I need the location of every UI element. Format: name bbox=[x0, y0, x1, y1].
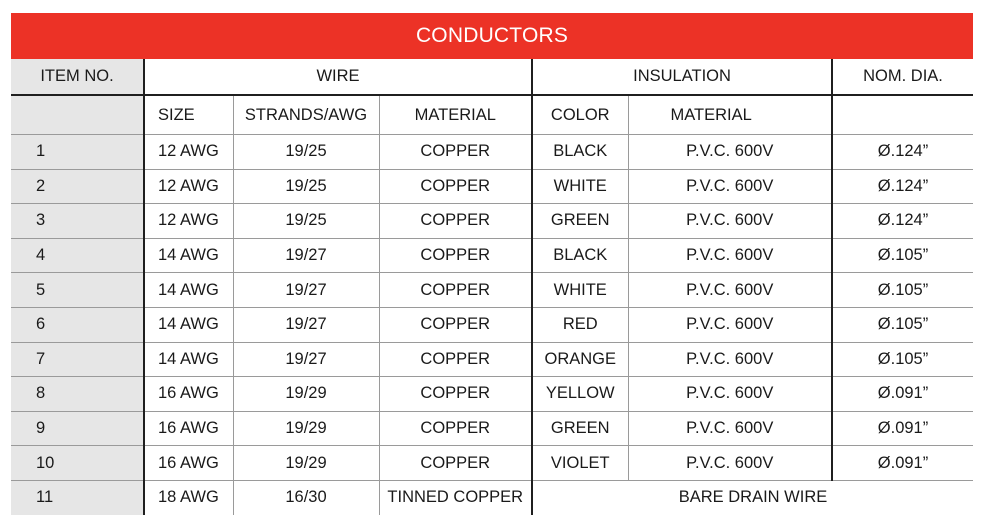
insulation-material-header: MATERIAL bbox=[628, 95, 832, 135]
item-number-cell: 3 bbox=[11, 204, 144, 239]
color-cell: GREEN bbox=[532, 411, 628, 446]
wire-material-cell: COPPER bbox=[379, 446, 532, 481]
conductors-table bbox=[11, 59, 973, 515]
table-row bbox=[11, 273, 973, 308]
size-cell: 12 AWG bbox=[144, 169, 233, 204]
strands-cell: 19/25 bbox=[233, 169, 379, 204]
group-header-row bbox=[11, 59, 973, 95]
item-number-cell: 2 bbox=[11, 169, 144, 204]
size-cell: 12 AWG bbox=[144, 135, 233, 170]
wire-material-cell: COPPER bbox=[379, 342, 532, 377]
strands-cell: 19/29 bbox=[233, 446, 379, 481]
size-cell: 14 AWG bbox=[144, 273, 233, 308]
table-row bbox=[11, 342, 973, 377]
table-row bbox=[11, 446, 973, 481]
size-header: SIZE bbox=[144, 95, 233, 135]
color-cell: YELLOW bbox=[532, 377, 628, 412]
nom-dia-cell: Ø.124” bbox=[832, 135, 973, 170]
wire-material-cell: COPPER bbox=[379, 307, 532, 342]
item-number-cell: 11 bbox=[11, 480, 144, 514]
size-cell: 14 AWG bbox=[144, 342, 233, 377]
color-cell: BLACK bbox=[532, 135, 628, 170]
size-cell: 16 AWG bbox=[144, 411, 233, 446]
table-row bbox=[11, 169, 973, 204]
insulation-material-cell: P.V.C. 600V bbox=[628, 307, 832, 342]
color-cell: VIOLET bbox=[532, 446, 628, 481]
item-number-cell: 8 bbox=[11, 377, 144, 412]
strands-cell: 16/30 bbox=[233, 480, 379, 514]
nom-dia-cell: Ø.124” bbox=[832, 204, 973, 239]
table-title: CONDUCTORS bbox=[11, 13, 973, 59]
color-cell: GREEN bbox=[532, 204, 628, 239]
wire-material-cell: COPPER bbox=[379, 273, 532, 308]
insulation-material-cell: P.V.C. 600V bbox=[628, 238, 832, 273]
item-number-cell: 1 bbox=[11, 135, 144, 170]
nom-dia-header: NOM. DIA. bbox=[832, 59, 973, 95]
table-row bbox=[11, 238, 973, 273]
insulation-header: INSULATION bbox=[532, 59, 832, 95]
table-row bbox=[11, 204, 973, 239]
strands-cell: 19/27 bbox=[233, 307, 379, 342]
wire-material-cell: COPPER bbox=[379, 411, 532, 446]
wire-material-header: MATERIAL bbox=[379, 95, 532, 135]
insulation-material-cell: P.V.C. 600V bbox=[628, 446, 832, 481]
size-cell: 14 AWG bbox=[144, 307, 233, 342]
nom-dia-cell: Ø.091” bbox=[832, 446, 973, 481]
nom-dia-cell: Ø.124” bbox=[832, 169, 973, 204]
wire-material-cell: TINNED COPPER bbox=[379, 480, 532, 514]
strands-cell: 19/27 bbox=[233, 273, 379, 308]
wire-header: WIRE bbox=[144, 59, 532, 95]
table-row bbox=[11, 307, 973, 342]
item-number-cell: 4 bbox=[11, 238, 144, 273]
item-no-subheader-empty bbox=[11, 95, 144, 135]
item-number-cell: 9 bbox=[11, 411, 144, 446]
wire-material-cell: COPPER bbox=[379, 135, 532, 170]
strands-cell: 19/25 bbox=[233, 204, 379, 239]
table-row bbox=[11, 377, 973, 412]
wire-material-cell: COPPER bbox=[379, 204, 532, 239]
wire-material-cell: COPPER bbox=[379, 238, 532, 273]
size-cell: 16 AWG bbox=[144, 446, 233, 481]
insulation-material-cell: P.V.C. 600V bbox=[628, 411, 832, 446]
color-cell: BLACK bbox=[532, 238, 628, 273]
wire-material-cell: COPPER bbox=[379, 169, 532, 204]
nom-dia-cell: Ø.105” bbox=[832, 307, 973, 342]
nom-dia-cell: Ø.105” bbox=[832, 273, 973, 308]
color-cell: WHITE bbox=[532, 273, 628, 308]
table-row bbox=[11, 411, 973, 446]
nom-dia-subheader-empty bbox=[832, 95, 973, 135]
table-row bbox=[11, 135, 973, 170]
color-cell: ORANGE bbox=[532, 342, 628, 377]
drain-wire-note-cell: BARE DRAIN WIRE bbox=[532, 480, 973, 514]
table-row bbox=[11, 480, 973, 514]
insulation-material-cell: P.V.C. 600V bbox=[628, 135, 832, 170]
color-cell: RED bbox=[532, 307, 628, 342]
strands-cell: 19/27 bbox=[233, 238, 379, 273]
insulation-material-cell: P.V.C. 600V bbox=[628, 204, 832, 239]
wire-material-cell: COPPER bbox=[379, 377, 532, 412]
size-cell: 12 AWG bbox=[144, 204, 233, 239]
insulation-material-cell: P.V.C. 600V bbox=[628, 377, 832, 412]
item-number-cell: 6 bbox=[11, 307, 144, 342]
insulation-material-cell: P.V.C. 600V bbox=[628, 342, 832, 377]
insulation-material-cell: P.V.C. 600V bbox=[628, 169, 832, 204]
strands-cell: 19/25 bbox=[233, 135, 379, 170]
strands-cell: 19/29 bbox=[233, 411, 379, 446]
insulation-material-cell: P.V.C. 600V bbox=[628, 273, 832, 308]
nom-dia-cell: Ø.091” bbox=[832, 377, 973, 412]
item-no-header: ITEM NO. bbox=[11, 59, 144, 95]
color-header: COLOR bbox=[532, 95, 628, 135]
nom-dia-cell: Ø.091” bbox=[832, 411, 973, 446]
color-cell: WHITE bbox=[532, 169, 628, 204]
strands-cell: 19/27 bbox=[233, 342, 379, 377]
strands-cell: 19/29 bbox=[233, 377, 379, 412]
item-number-cell: 10 bbox=[11, 446, 144, 481]
nom-dia-cell: Ø.105” bbox=[832, 238, 973, 273]
item-number-cell: 5 bbox=[11, 273, 144, 308]
size-cell: 16 AWG bbox=[144, 377, 233, 412]
strands-header: STRANDS/AWG bbox=[233, 95, 379, 135]
item-number-cell: 7 bbox=[11, 342, 144, 377]
nom-dia-cell: Ø.105” bbox=[832, 342, 973, 377]
size-cell: 18 AWG bbox=[144, 480, 233, 514]
size-cell: 14 AWG bbox=[144, 238, 233, 273]
sub-header-row bbox=[11, 95, 973, 135]
